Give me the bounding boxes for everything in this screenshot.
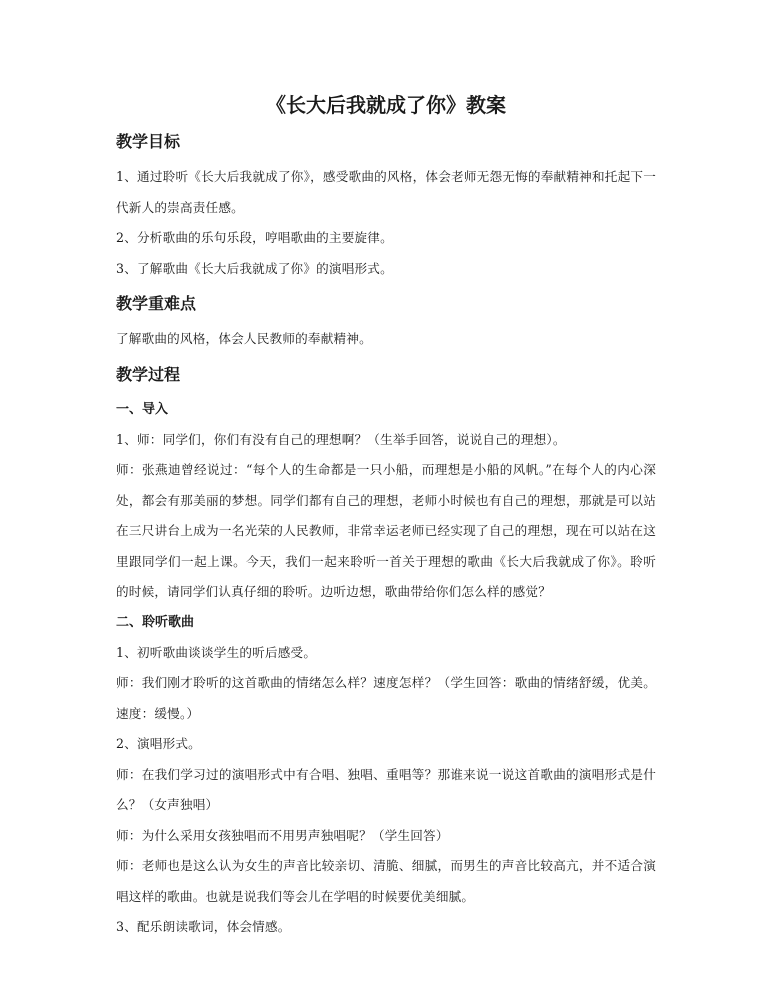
listening-paragraph-7: 3、配乐朗读歌词，体会情感。 [116, 919, 291, 934]
key-points-text: 了解歌曲的风格，体会人民教师的奉献精神。 [116, 331, 372, 346]
listening-paragraph-3: 2、演唱形式。 [116, 736, 201, 751]
listening-paragraph-5: 师：为什么采用女孩独唱而不用男声独唱呢？（学生回答） [116, 827, 449, 843]
goal-item-2: 2、分析歌曲的乐句乐段，哼唱歌曲的主要旋律。 [116, 230, 393, 245]
section-heading-goals: 教学目标 [116, 132, 181, 151]
subsection-heading-intro: 一、导入 [116, 401, 169, 417]
document-page [116, 88, 656, 943]
document-title: 《长大后我就成了你》教案 [266, 93, 506, 117]
listening-paragraph-4: 师：在我们学习过的演唱形式中有合唱、独唱、重唱等？那谁来说一说这首歌曲的演唱形式是什么？（女声独唱） [116, 766, 656, 812]
subsection-heading-listening: 二、聆听歌曲 [116, 614, 195, 630]
listening-paragraph-2: 师：我们刚才聆听的这首歌曲的情绪怎么样？速度怎样？（学生回答：歌曲的情绪舒缓，优美。速度：缓慢。） [116, 675, 656, 721]
goal-item-1: 1、通过聆听《长大后我就成了你》，感受歌曲的风格，体会老师无怨无悔的奉献精神和托起下一代新人的崇高责任感。 [116, 169, 656, 215]
intro-paragraph-1: 1、师：同学们，你们有没有自己的理想啊？（生举手回答，说说自己的理想）。 [116, 431, 566, 447]
section-heading-key-points: 教学重难点 [116, 294, 197, 313]
listening-paragraph-1: 1、初听歌曲谈谈学生的听后感受。 [116, 644, 317, 660]
intro-paragraph-2: 师：张燕迪曾经说过：“每个人的生命都是一只小船，而理想是小船的风帆。”在每个人的内心深处，都会有那美丽的梦想。同学们都有自己的理想，老师小时候也有自己的理想，那就是可以站在三尺讲台上成为一名光荣的人民教师，非常幸运老师已经实现了自己的理想，现在可以站在这里跟同学们一起上课。今天，我们一起来聆听一首关于理想的歌曲《长大后我就成了你》。聆听的时候，请同学们认真仔细的聆听。边听边想，歌曲带给你们怎么样的感觉？ [116, 462, 656, 599]
section-heading-process: 教学过程 [116, 364, 181, 384]
listening-paragraph-6: 师：老师也是这么认为女生的声音比较亲切、清脆、细腻，而男生的声音比较高亢，并不适合演唱这样的歌曲。也就是说我们等会儿在学唱的时候要优美细腻。 [116, 858, 656, 904]
goal-item-3: 3、了解歌曲《长大后我就成了你》的演唱形式。 [116, 260, 393, 276]
